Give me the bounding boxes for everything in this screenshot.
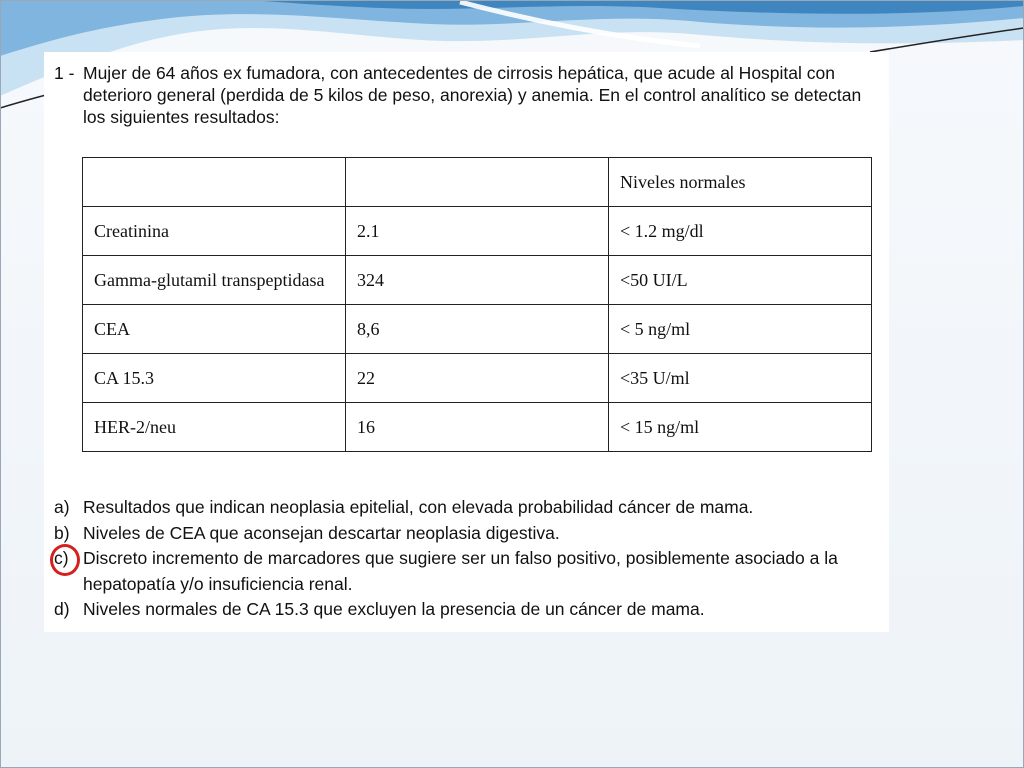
- question-number: 1 -: [54, 63, 75, 83]
- test-name: CA 15.3: [83, 354, 346, 403]
- test-name: Gamma-glutamil transpeptidasa: [83, 256, 346, 305]
- normal-range: <50 UI/L: [609, 256, 872, 305]
- normal-range: < 1.2 mg/dl: [609, 207, 872, 256]
- test-value: 22: [346, 354, 609, 403]
- test-name: Creatinina: [83, 207, 346, 256]
- test-name: HER-2/neu: [83, 403, 346, 452]
- answer-text: Resultados que indican neoplasia epitelial, con elevada probabilidad cáncer de mama.: [83, 497, 754, 517]
- answer-letter: b): [54, 522, 70, 543]
- normal-range: <35 U/ml: [609, 354, 872, 403]
- question-text: Mujer de 64 años ex fumadora, con antecedentes de cirrosis hepática, que acude al Hospital con deterioro general (perdida de 5 kilos de peso, anorexia) y anemia. En el control analítico se detectan los siguientes resultados:: [83, 63, 862, 127]
- test-value: 8,6: [346, 305, 609, 354]
- test-value: 2.1: [346, 207, 609, 256]
- answer-letter: d): [54, 599, 70, 619]
- header-cell-normal-levels: Niveles normales: [609, 158, 872, 207]
- answer-letter: c): [54, 548, 69, 568]
- normal-range: < 15 ng/ml: [609, 403, 872, 452]
- answer-text: Niveles normales de CA 15.3 que excluyen la presencia de un cáncer de mama.: [83, 599, 705, 619]
- answer-letter: a): [54, 497, 70, 517]
- test-name: CEA: [83, 305, 346, 354]
- test-value: 16: [346, 403, 609, 452]
- test-value: 324: [346, 256, 609, 305]
- answer-text: Discreto incremento de marcadores que sugiere ser un falso positivo, posiblemente asociado a la hepatopatía y/o insuficiencia renal.: [83, 548, 838, 594]
- answer-text: Niveles de CEA que aconsejan descartar neoplasia digestiva.: [83, 522, 560, 543]
- normal-range: < 5 ng/ml: [609, 305, 872, 354]
